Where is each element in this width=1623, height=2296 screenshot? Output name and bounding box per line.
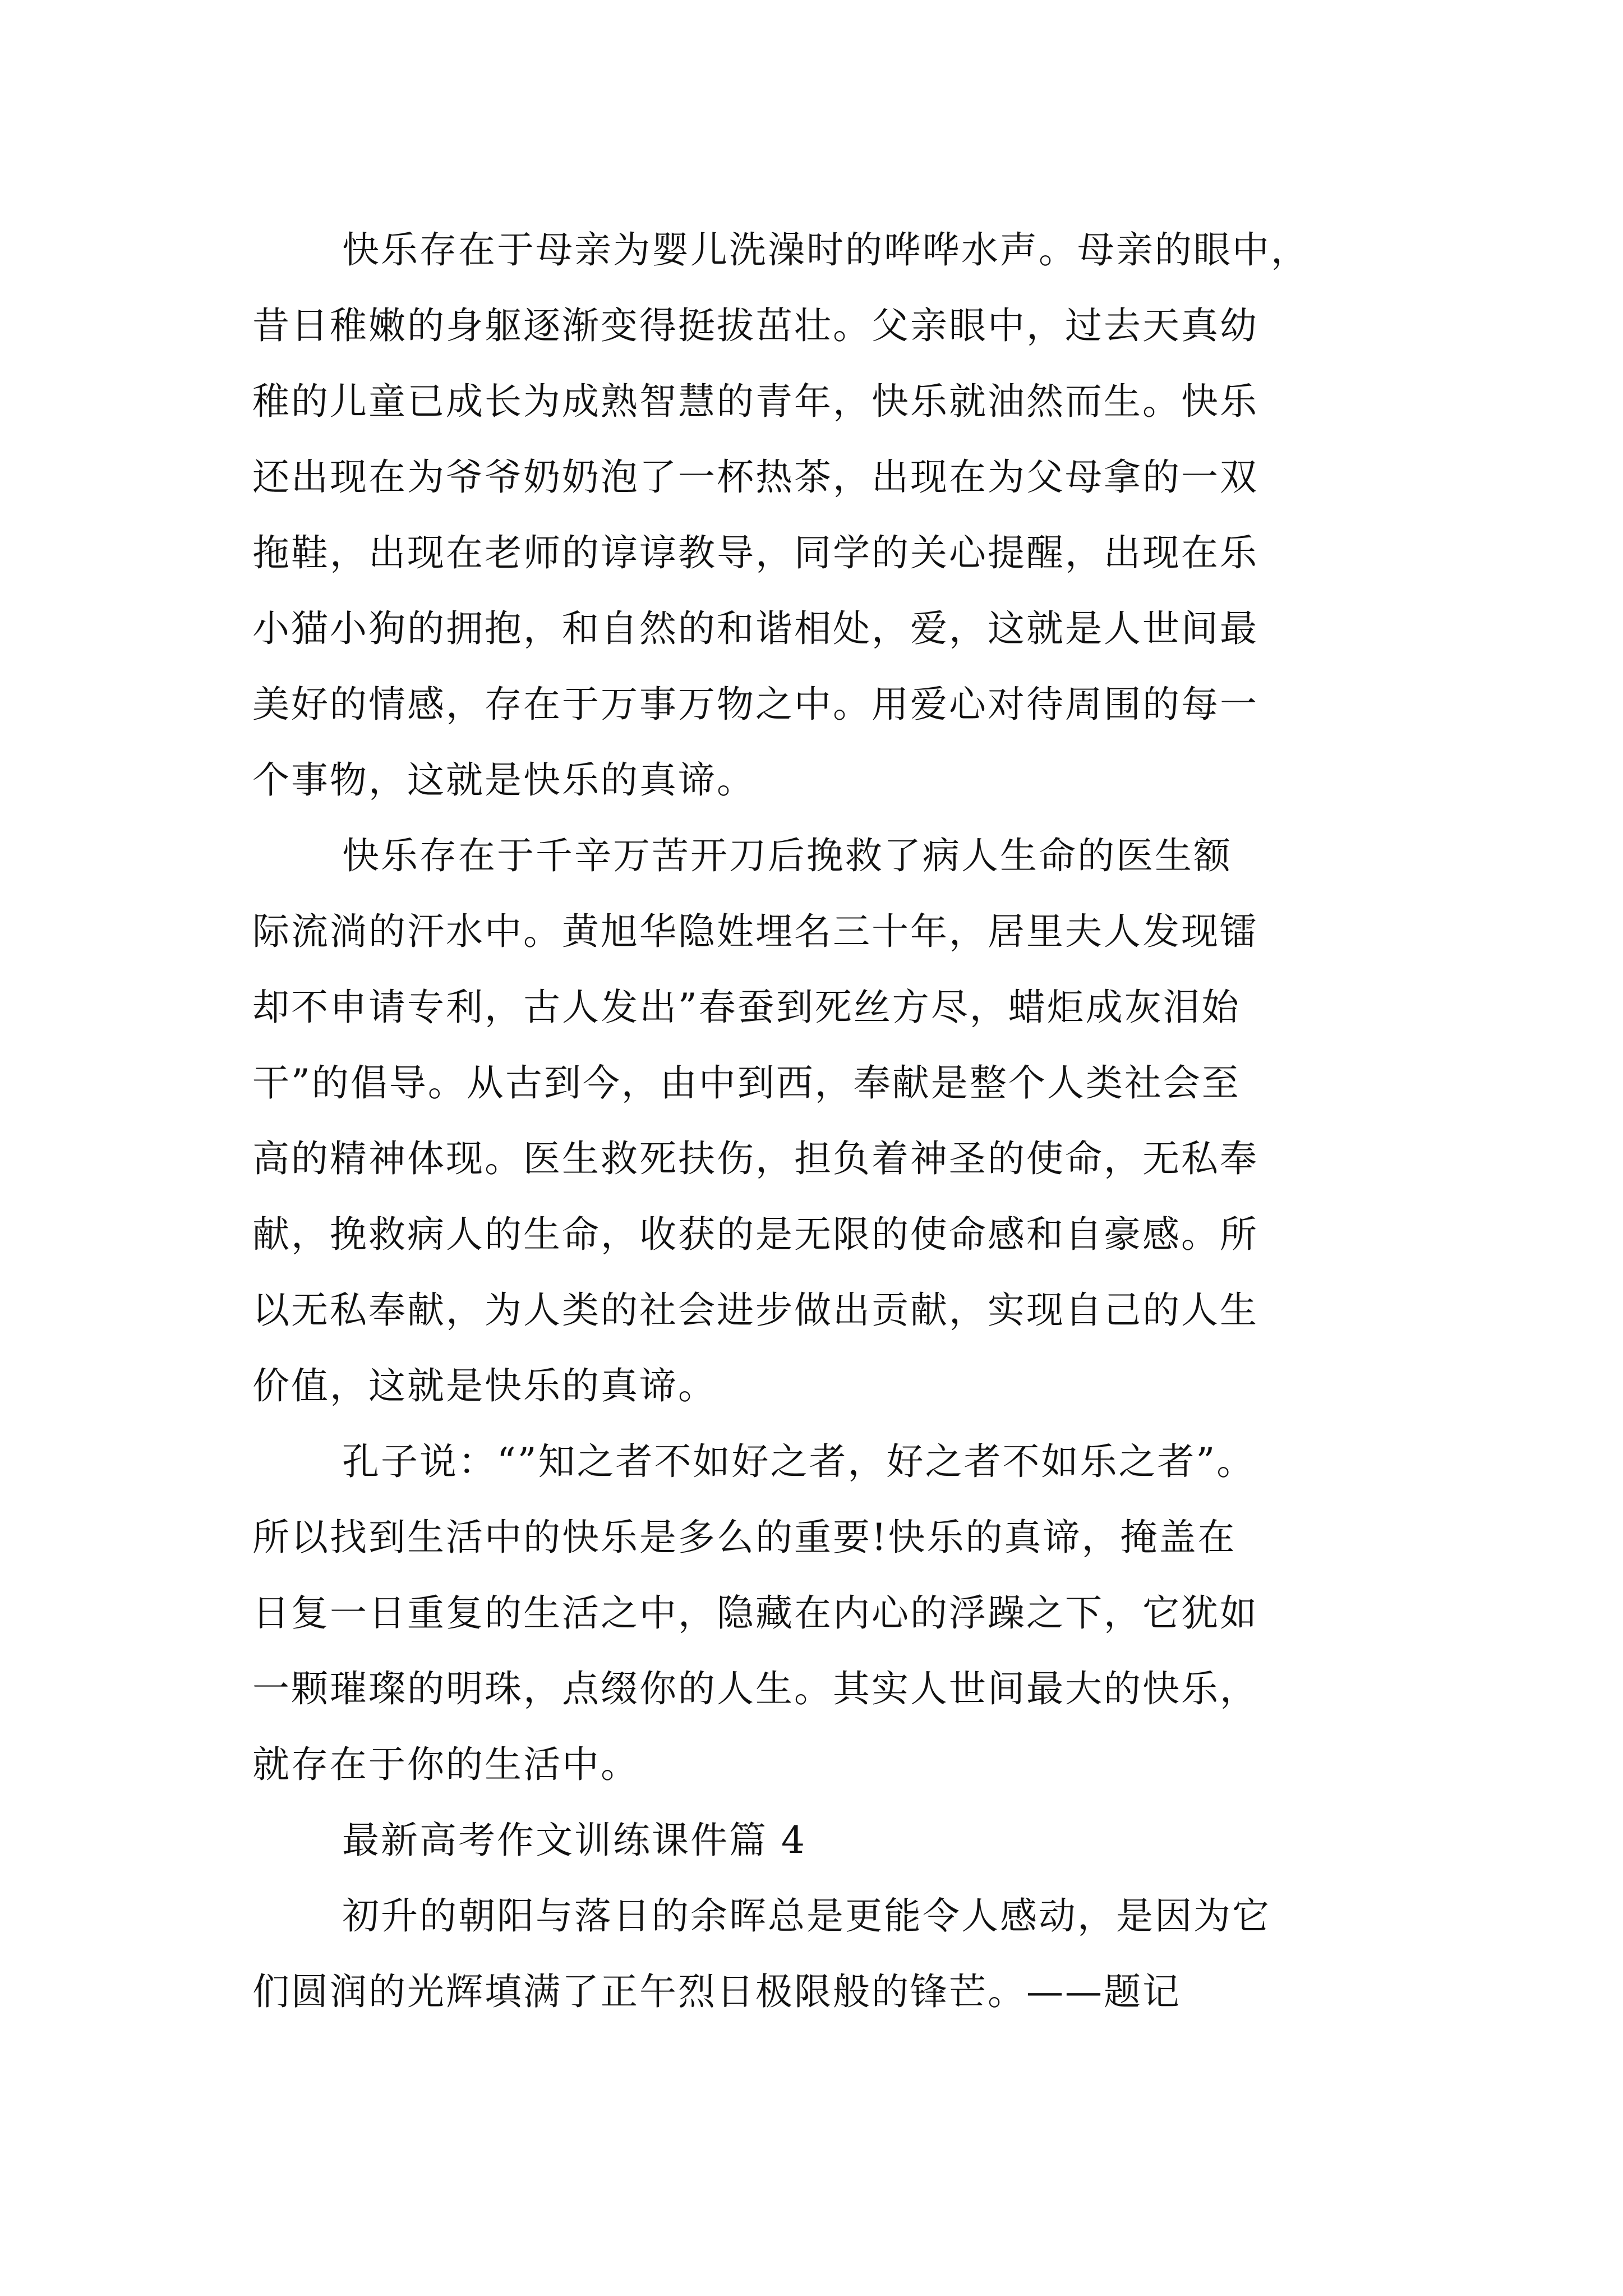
text-line: 美好的情感，存在于万事万物之中。用爱心对待周围的每一 [252,683,1258,726]
text-line: 小猫小狗的拥抱，和自然的和谐相处，爱，这就是人世间最 [252,607,1258,650]
text-line: 献，挽救病人的生命，收获的是无限的使命感和自豪感。所 [252,1213,1258,1256]
text-line: 拖鞋，出现在老师的谆谆教导，同学的关心提醒，出现在乐 [252,531,1258,574]
section-heading: 最新高考作文训练课件篇 4 [342,1819,806,1862]
text-line: 干”的倡导。从古到今，由中到西，奉献是整个人类社会至 [252,1061,1241,1105]
text-line: 昔日稚嫩的身躯逐渐变得挺拔茁壮。父亲眼中，过去天真幼 [252,304,1258,347]
text-line: 还出现在为爷爷奶奶泡了一杯热茶，出现在为父母拿的一双 [252,455,1258,499]
text-line: 际流淌的汗水中。黄旭华隐姓埋名三十年，居里夫人发现镭 [252,910,1258,953]
text-line: 稚的儿童已成长为成熟智慧的青年，快乐就油然而生。快乐 [252,380,1258,423]
text-line: 一颗璀璨的明珠，点缀你的人生。其实人世间最大的快乐， [252,1667,1258,1710]
text-line: 就存在于你的生活中。 [252,1743,639,1786]
text-line: 价值，这就是快乐的真谛。 [252,1364,717,1407]
document-body [252,212,1402,2030]
text-line: 所以找到生活中的快乐是多么的重要!快乐的真谛，掩盖在 [252,1516,1237,1559]
text-line: 高的精神体现。医生救死扶伤，担负着神圣的使命，无私奉 [252,1137,1258,1180]
text-line: 快乐存在于千辛万苦开刀后挽救了病人生命的医生额 [342,834,1232,877]
text-line: 们圆润的光辉填满了正午烈日极限般的锋芒。——题记 [252,1970,1181,2013]
text-line: 孔子说：“”知之者不如好之者，好之者不如乐之者”。 [342,1440,1256,1483]
text-line: 日复一日重复的生活之中，隐藏在内心的浮躁之下，它犹如 [252,1591,1258,1635]
text-line: 初升的朝阳与落日的余晖总是更能令人感动，是因为它 [342,1894,1271,1938]
text-line: 快乐存在于母亲为婴儿洗澡时的哗哗水声。母亲的眼中， [342,228,1310,272]
text-line: 却不申请专利，古人发出”春蚕到死丝方尽，蜡炬成灰泪始 [252,986,1241,1029]
text-line: 个事物，这就是快乐的真谛。 [252,758,755,802]
text-line: 以无私奉献，为人类的社会进步做出贡献，实现自己的人生 [252,1289,1258,1332]
